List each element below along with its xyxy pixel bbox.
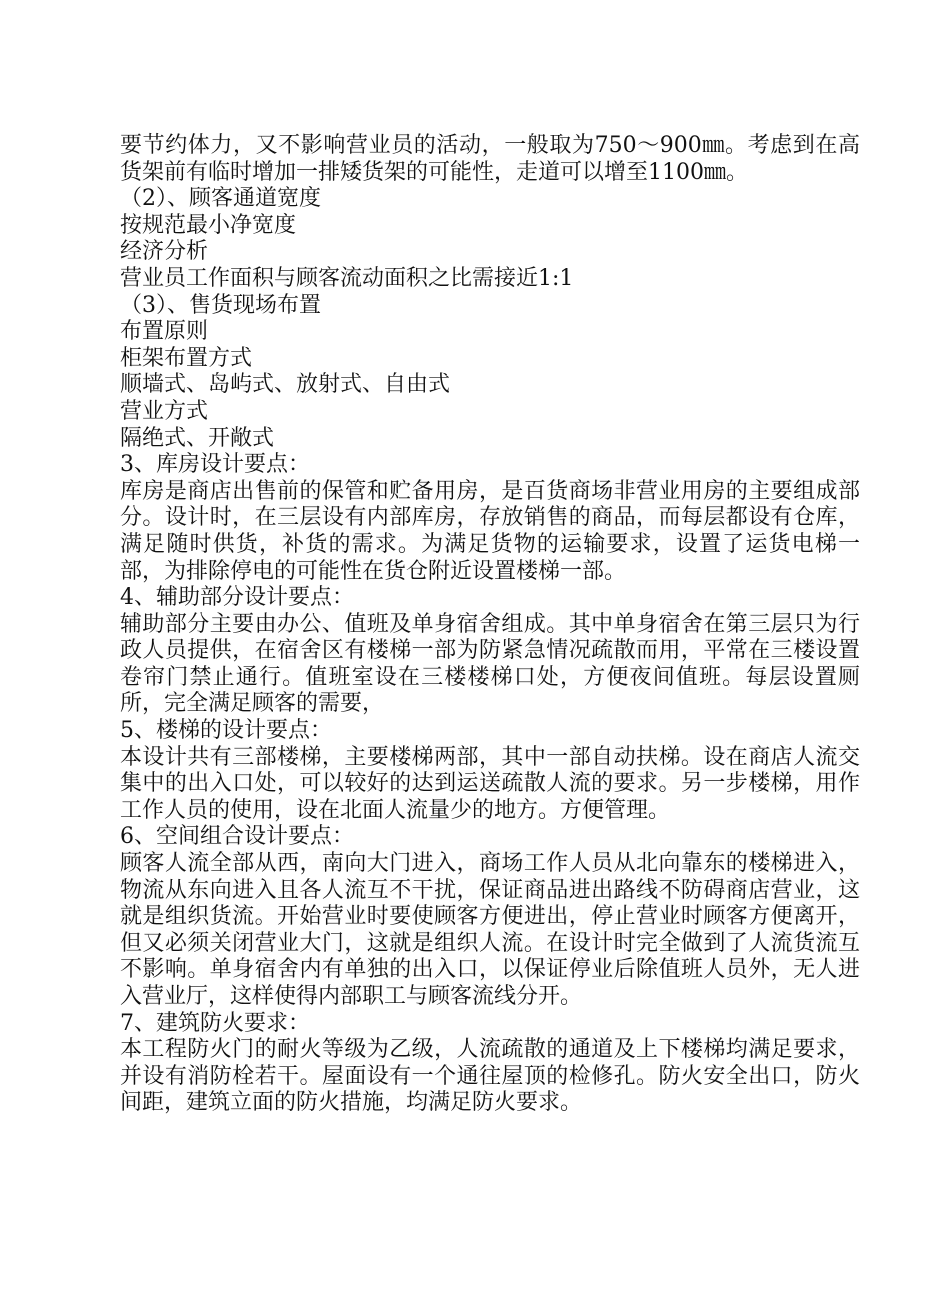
heading-space-composition: 6、空间组合设计要点： [120, 824, 354, 850]
paragraph-space-composition: 顾客人流全部从西，南向大门进入，商场工作人员从北向靠东的楼梯进入，物流从东向进入且各人流互不干扰，保证商品进出路线不防碍商店营业，这就是组织货流。开始营业时要使顾客方便进出，停止营业时顾客方便离开，但又必须关闭营业大门，这就是组织人流。在设计时完全做到了人流货流互不影响。单身宿舍内有单独的出入口，以保证停业后除值班人员外，无人进入营业厅，这样使得内部职工与顾客流线分开。 [120, 851, 860, 1009]
heading-warehouse-design: 3、库房设计要点： [120, 452, 310, 478]
item-area-ratio: 营业员工作面积与顾客流动面积之比需接近1:1 [120, 265, 574, 291]
paragraph-warehouse-design: 库房是商店出售前的保管和贮备用房，是百货商场非营业用房的主要组成部分。设计时，在三层设有内部库房，存放销售的商品，而每层都设有仓库，满足随时供货，补货的需求。为满足货物的运输要求，设置了运货电梯一部，为排除停电的可能性在货仓附近设置楼梯一部。 [120, 478, 860, 584]
heading-auxiliary-design: 4、辅助部分设计要点： [120, 585, 354, 611]
item-business-mode-types: 隔绝式、开敞式 [120, 425, 275, 451]
heading-fire-protection: 7、建筑防火要求： [120, 1010, 310, 1036]
paragraph-fire-protection: 本工程防火门的耐火等级为乙级，人流疏散的通道及上下楼梯均满足要求，并设有消防栓若干。屋面设有一个通往屋顶的检修孔。防火安全出口，防火间距，建筑立面的防火措施，均满足防火要求。 [120, 1037, 860, 1116]
heading-sales-floor-layout: （3）、售货现场布置 [120, 292, 321, 318]
paragraph-aisle-width-intro: 要节约体力，又不影响营业员的活动，一般取为750～900㎜。考虑到在高货架前有临时增加一排矮货架的可能性，走道可以增至1100㎜。 [120, 133, 860, 185]
item-layout-principle: 布置原则 [120, 319, 209, 345]
paragraph-stairs-design: 本设计共有三部楼梯，主要楼梯两部，其中一部自动扶梯。设在商店人流交集中的出入口处，可以较好的达到运送疏散人流的要求。另一步楼梯，用作工作人员的使用，设在北面人流量少的地方。方便管理。 [120, 744, 860, 823]
item-economic-analysis: 经济分析 [120, 239, 209, 265]
heading-customer-aisle-width: （2）、顾客通道宽度 [120, 186, 321, 212]
heading-stairs-design: 5、楼梯的设计要点： [120, 718, 332, 744]
document-body [120, 133, 860, 1117]
paragraph-auxiliary-design: 辅助部分主要由办公、值班及单身宿舍组成。其中单身宿舍在第三层只为行政人员提供，在宿舍区有楼梯一部为防紧急情况疏散而用，平常在三楼设置卷帘门禁止通行。值班室设在三楼楼梯口处，方便夜间值班。每层设置厕所，完全满足顾客的需要， [120, 611, 860, 717]
item-rack-layout-types: 顺墙式、岛屿式、放射式、自由式 [120, 372, 451, 398]
item-rack-layout-method: 柜架布置方式 [120, 345, 253, 371]
item-business-mode: 营业方式 [120, 398, 209, 424]
item-minimum-clear-width: 按规范最小净宽度 [120, 212, 297, 238]
